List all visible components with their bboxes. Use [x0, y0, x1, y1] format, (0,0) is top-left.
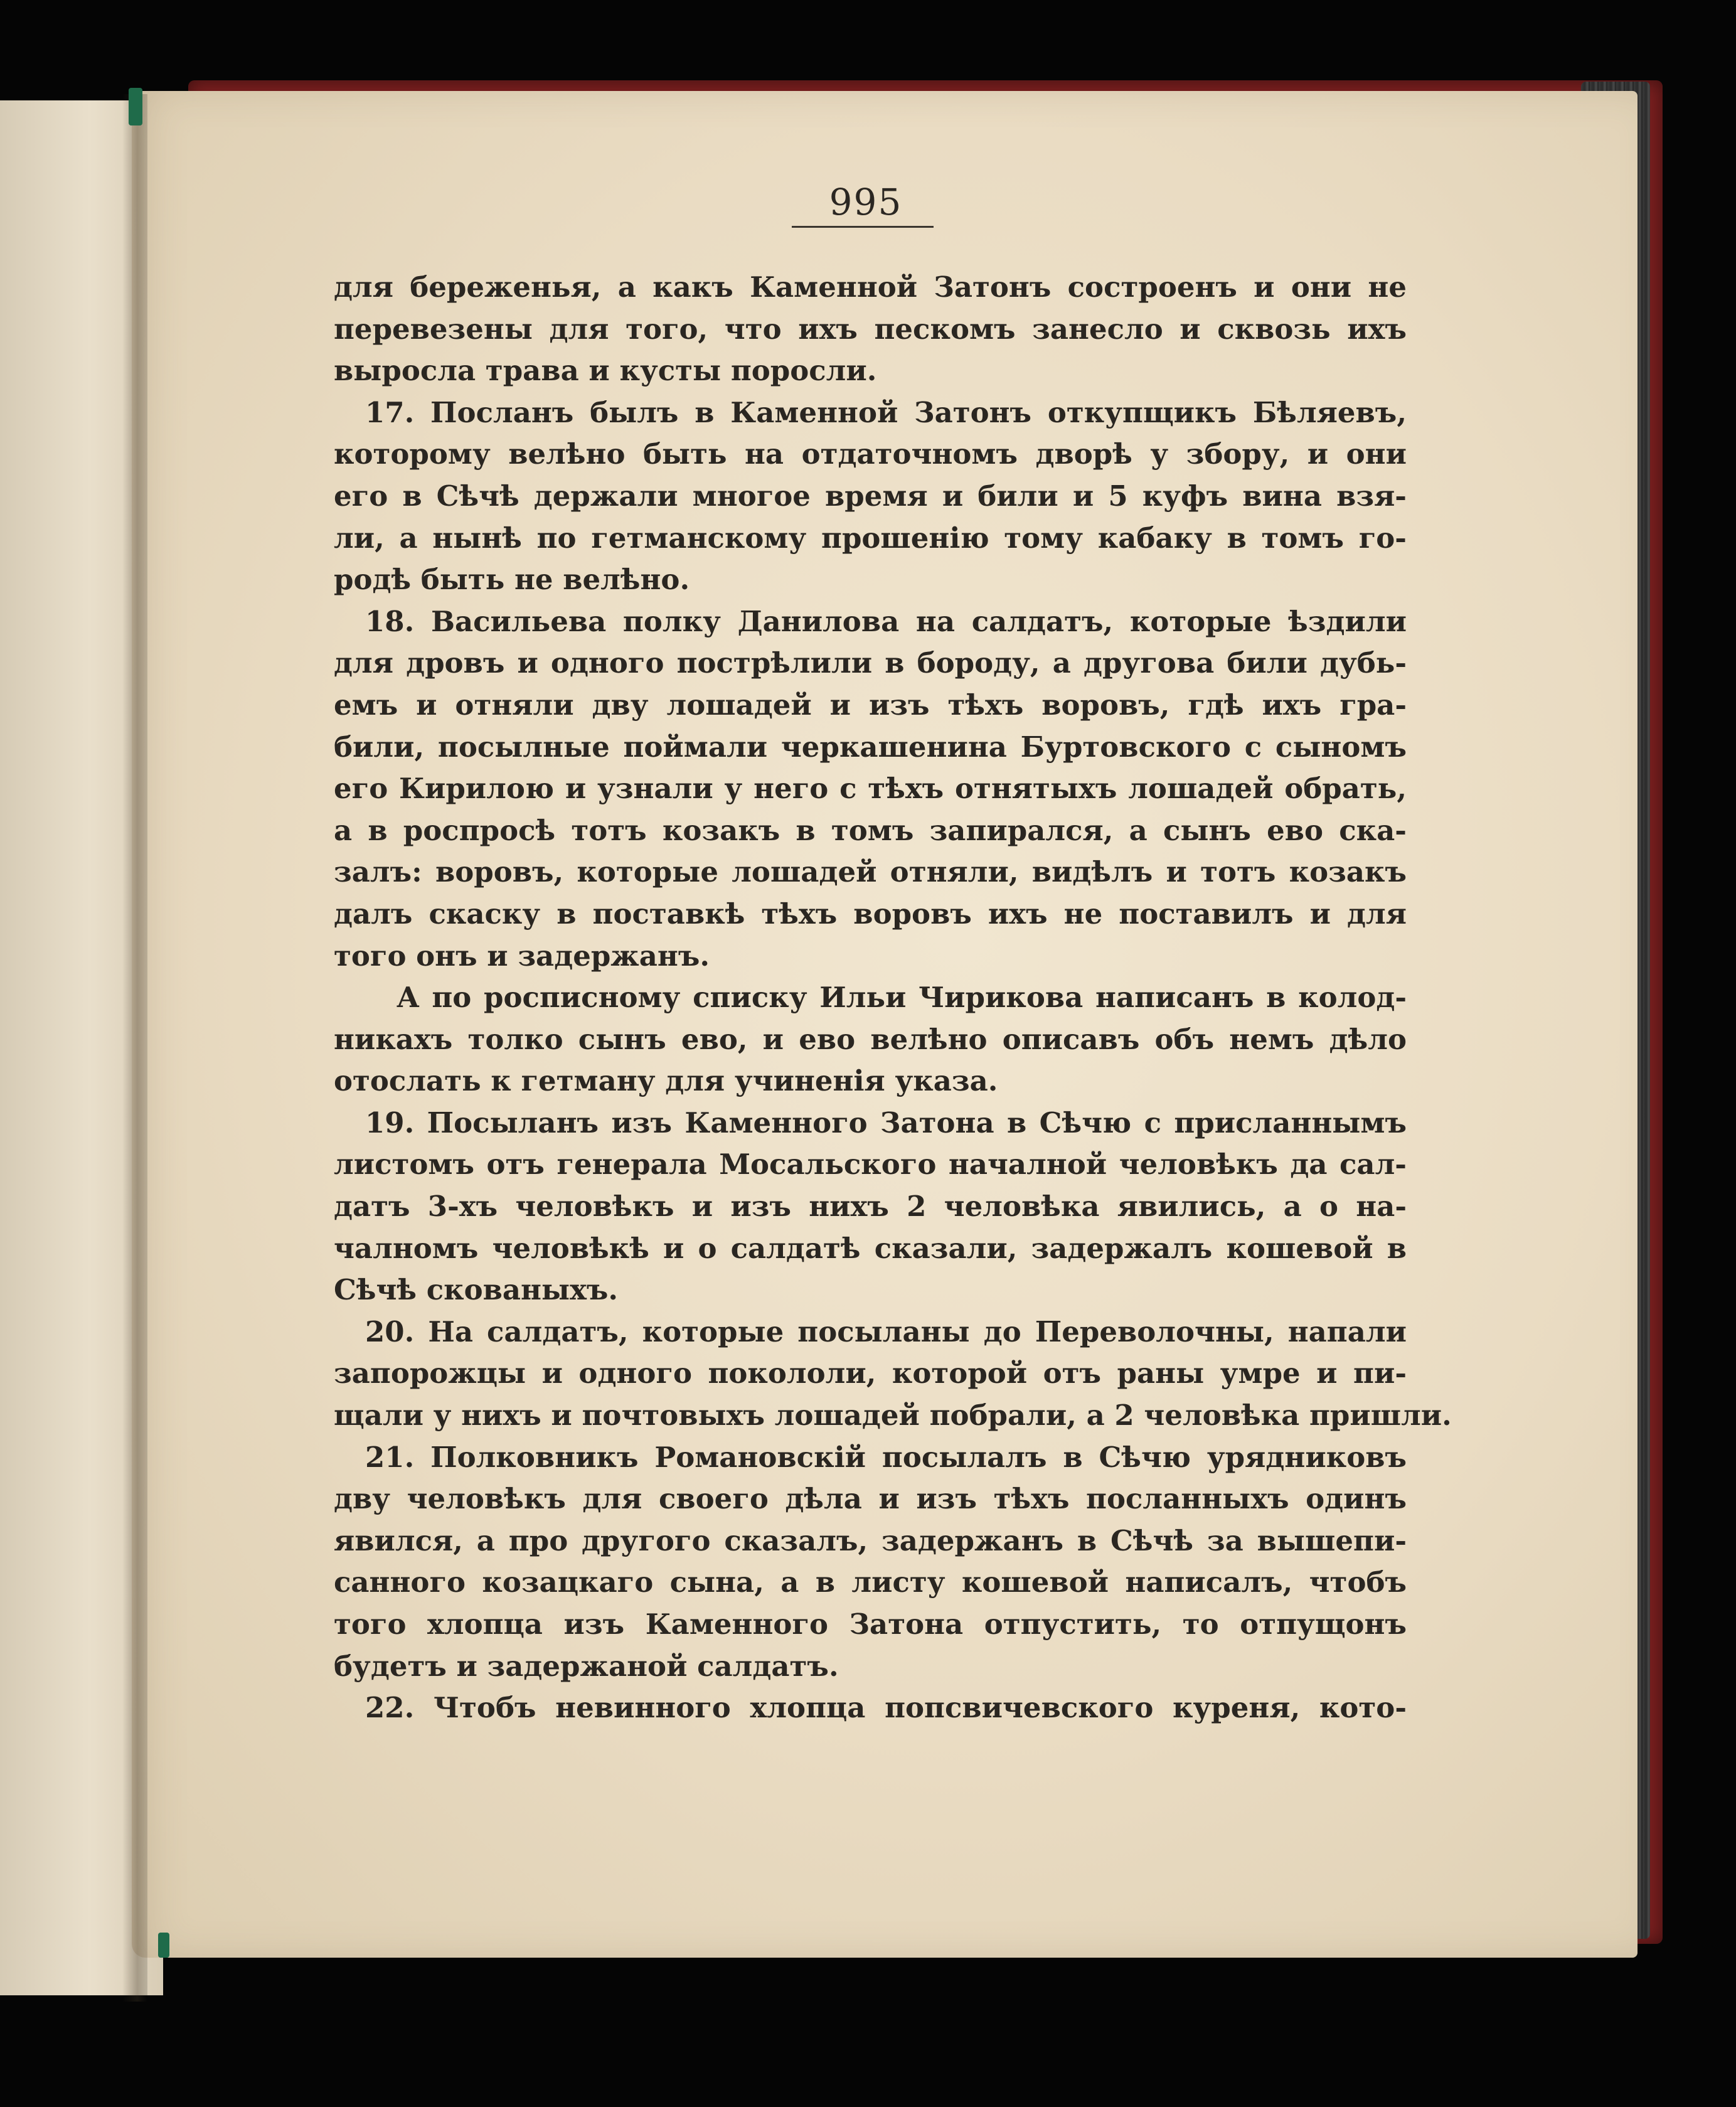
- text-line: 19. Посыланъ изъ Каменного Затона в Сѣчю с присланнымъ: [365, 1106, 1407, 1139]
- book-spine: [122, 94, 147, 2002]
- text-line: 18. Васильева полку Данилова на салдатъ, которые ѣздили: [365, 604, 1407, 638]
- text-line: явился, а про другого сказалъ, задержанъ в Сѣчѣ за вышепи-: [334, 1523, 1407, 1557]
- text-line: 20. На салдатъ, которые посыланы до Переволочны, напали: [365, 1315, 1407, 1348]
- text-line: которому велѣно быть на отдаточномъ дворѣ у збору, и они: [334, 437, 1407, 471]
- text-line: 21. Полковникъ Романовскій посылалъ в Сѣчю урядниковъ: [365, 1440, 1407, 1474]
- page-number-rule: [792, 226, 934, 228]
- bookmark-ribbon-bottom: [158, 1933, 169, 1958]
- text-line: чалномъ человѣкѣ и о салдатѣ сказали, задержалъ кошевой в: [334, 1231, 1407, 1265]
- text-line: а в роспросѣ тотъ козакъ в томъ запирался, а сынъ ево ска-: [334, 813, 1407, 847]
- text-line: выросла трава и кусты поросли.: [334, 354, 877, 388]
- text-line: того хлопца изъ Каменного Затона отпустить, то отпущонъ: [334, 1608, 1407, 1641]
- text-line: родѣ быть не велѣно.: [334, 563, 690, 597]
- text-line: дву человѣкъ для своего дѣла и изъ тѣхъ посланныхъ одинъ: [334, 1482, 1407, 1516]
- text-line: того онъ и задержанъ.: [334, 939, 710, 973]
- text-line: Сѣчѣ скованыхъ.: [334, 1273, 619, 1307]
- page-number: 995: [829, 181, 903, 223]
- text-line: будетъ и задержаной салдатъ.: [334, 1649, 839, 1683]
- text-line: 17. Посланъ былъ в Каменной Затонъ откупщикъ Бѣляевъ,: [365, 395, 1407, 429]
- text-line: далъ скаску в поставкѣ тѣхъ воровъ ихъ не поставилъ и для: [334, 897, 1407, 931]
- text-line: запорожцы и одного покололи, которой отъ раны умре и пи-: [334, 1357, 1407, 1390]
- text-line: никахъ толко сынъ ево, и ево велѣно описавъ объ немъ дѣло: [334, 1022, 1407, 1056]
- text-line: для береженья, а какъ Каменной Затонъ состроенъ и они не: [334, 270, 1407, 304]
- text-line: 22. Чтобъ невинного хлопца попсвичевского куреня, кото-: [365, 1691, 1407, 1725]
- text-line: датъ 3-хъ человѣкъ и изъ нихъ 2 человѣка явились, а о на-: [334, 1190, 1407, 1224]
- text-line: били, посылные поймали черкашенина Буртовского с сыномъ: [334, 730, 1407, 764]
- text-line: отослать к гетману для учиненія указа.: [334, 1064, 998, 1098]
- text-line: ли, а нынѣ по гетманскому прошенію тому кабаку в томъ го-: [334, 521, 1407, 555]
- bookmark-ribbon-top: [129, 88, 142, 125]
- text-line: емъ и отняли дву лошадей и изъ тѣхъ воровъ, гдѣ ихъ гра-: [334, 688, 1407, 722]
- text-line: его в Сѣчѣ держали многое время и били и 5 куфъ вина взя-: [334, 479, 1407, 513]
- text-line: листомъ отъ генерала Мосальского началной человѣкъ да сал-: [334, 1148, 1407, 1182]
- text-line: санного козацкаго сына, а в листу кошевой написалъ, чтобъ: [334, 1566, 1407, 1599]
- text-line: перевезены для того, что ихъ пескомъ занесло и сквозь ихъ: [334, 312, 1407, 346]
- text-line: для дровъ и одного пострѣлили в бороду, а другова били дубь-: [334, 646, 1407, 680]
- text-line: щали у нихъ и почтовыхъ лошадей побрали, а 2 человѣка пришли.: [334, 1399, 1452, 1432]
- text-line: его Кирилою и узнали у него с тѣхъ отнятыхъ лошадей обрать,: [334, 772, 1407, 806]
- page-text: [334, 267, 1452, 1729]
- text-line: залъ: воровъ, которые лошадей отняли, видѣлъ и тотъ козакъ: [334, 855, 1407, 889]
- text-line: А по росписному списку Ильи Чирикова написанъ в колод-: [397, 981, 1407, 1015]
